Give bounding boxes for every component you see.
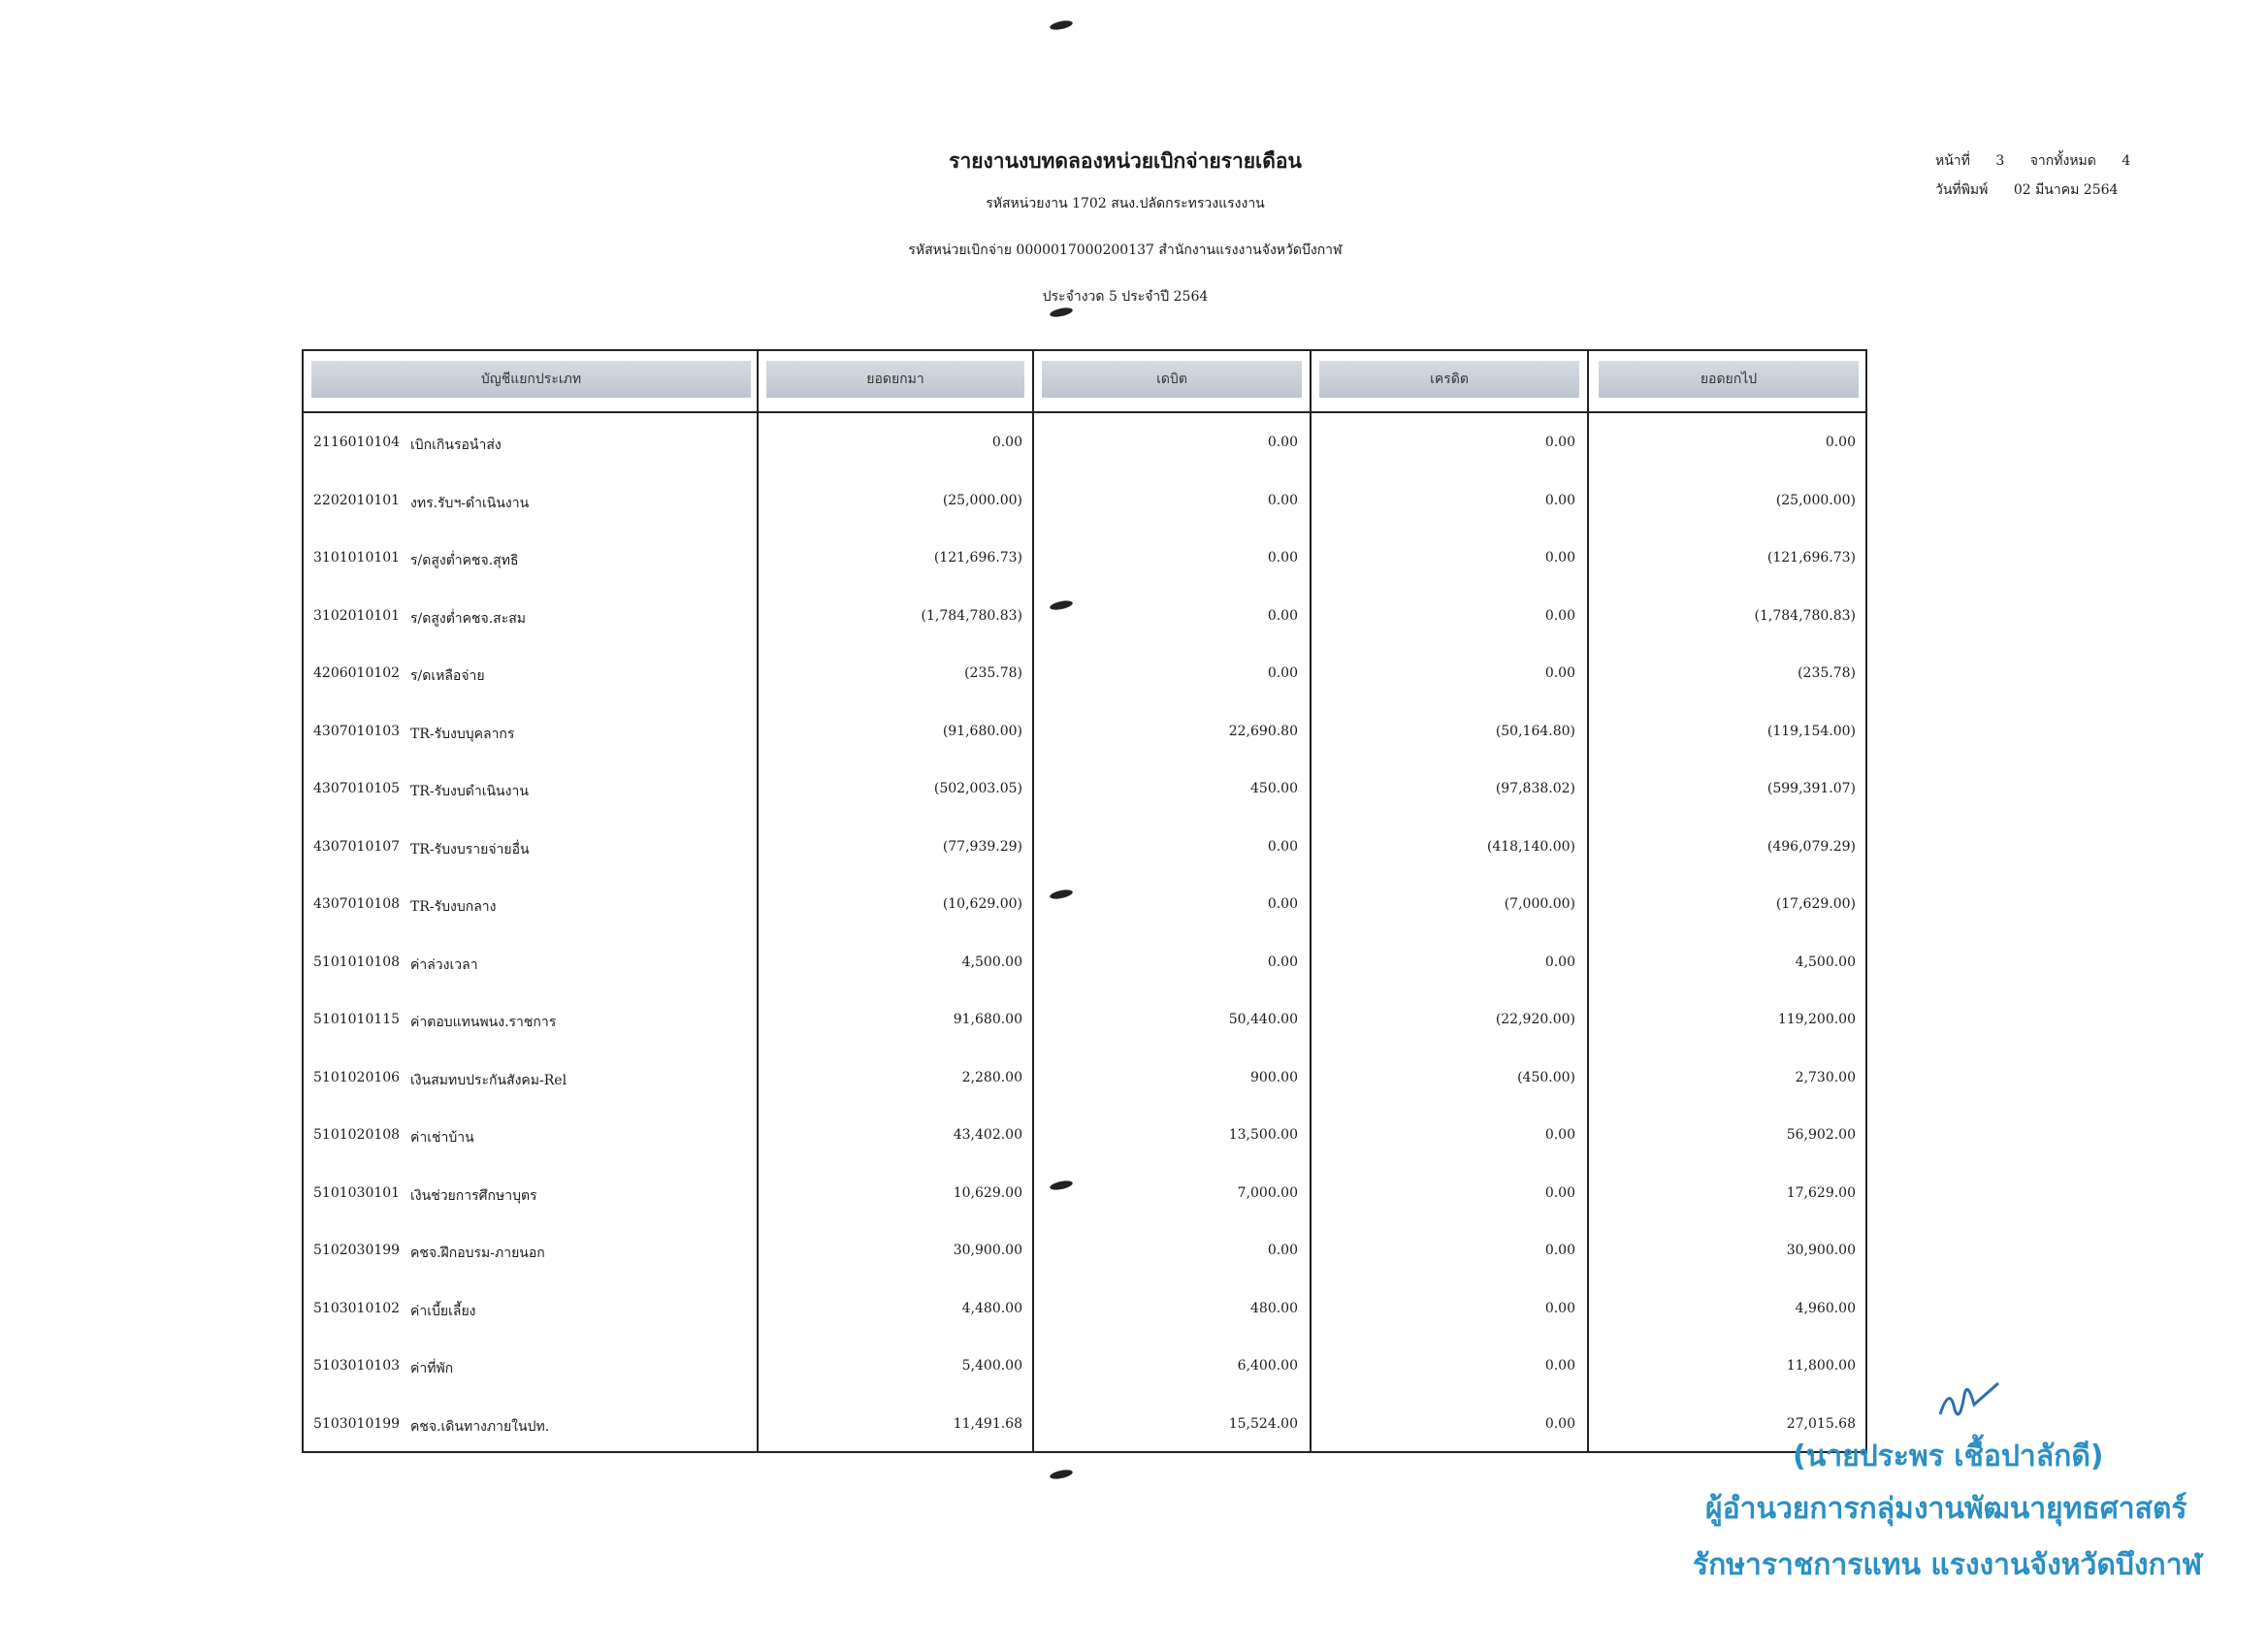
cell-account-code: 5101020106 [313,1069,401,1085]
cell-account-code: 3102010101 [313,607,401,624]
cell-carried-forward: (17,629.00) [1775,896,1856,912]
cell-carried-forward: 4,960.00 [1795,1300,1856,1316]
cell-brought-forward: 4,500.00 [961,954,1022,970]
cell-carried-forward: 119,200.00 [1777,1012,1856,1027]
cell-account-name: งทร.รับฯ-ดำเนินงาน [410,495,530,511]
cell-account-code: 5103010103 [313,1358,401,1374]
cell-credit: 0.00 [1544,1358,1575,1374]
cell-credit: 0.00 [1544,492,1575,508]
cell-carried-forward: 11,800.00 [1786,1358,1856,1374]
cell-debit: 0.00 [1267,607,1298,624]
cell-account-code: 4307010103 [313,723,401,739]
cell-debit: 0.00 [1267,550,1298,566]
table-row [304,1070,1865,1099]
cell-carried-forward: 30,900.00 [1786,1243,1856,1258]
cell-account-name: ค่าล่วงเวลา [410,956,478,973]
cell-carried-forward: 4,500.00 [1795,954,1856,970]
cell-carried-forward: 27,015.68 [1786,1415,1856,1432]
cell-account-code: 4307010108 [313,896,401,912]
scan-mark [1049,1469,1073,1481]
table-row [304,435,1865,464]
cell-debit: 0.00 [1267,665,1298,681]
cell-brought-forward: 10,629.00 [953,1184,1022,1201]
handwritten-signature [1930,1375,2008,1434]
cell-account-name: ค่าที่พัก [410,1361,454,1376]
table-row [304,1012,1865,1041]
cell-carried-forward: (1,784,780.83) [1754,607,1856,624]
page-info [1935,150,2152,172]
cell-brought-forward: (10,629.00) [942,896,1022,912]
column-header-carried-forward: ยอดยกไป [1599,361,1859,398]
cell-credit: (22,920.00) [1495,1012,1575,1027]
cell-account-code: 2116010104 [313,435,401,450]
agency-line: รหัสหน่วยงาน 1702 สนง.ปลัดกระทรวงแรงงาน [986,196,1265,211]
table-row [304,1243,1865,1272]
cell-credit: 0.00 [1544,435,1575,450]
column-header-debit: เดบิต [1042,361,1302,398]
cell-account-name: คชจ.ฝึกอบรม-ภายนอก [410,1245,545,1261]
cell-brought-forward: 30,900.00 [953,1243,1022,1258]
cell-account-code: 4307010107 [313,838,401,855]
cell-brought-forward: 91,680.00 [953,1012,1022,1027]
cell-debit: 0.00 [1267,896,1298,912]
cell-account-code: 4206010102 [313,665,401,681]
signatory-acting: รักษาราชการแทน แรงงานจังหวัดบึงกาฬ [1693,1548,2203,1582]
cell-credit: (418,140.00) [1486,838,1575,855]
cell-debit: 13,500.00 [1228,1127,1298,1143]
cell-credit: (450.00) [1517,1069,1575,1085]
cell-account-code: 5102030199 [313,1243,401,1258]
table-row [304,1127,1865,1156]
cell-account-name: TR-รับงบบุคลากร [410,726,515,742]
cell-account-name: TR-รับงบดำเนินงาน [410,784,529,799]
total-label: จากทั้งหมด [2029,153,2096,169]
report-title: รายงานงบทดลองหน่วยเบิกจ่ายรายเดือน [949,148,1302,173]
cell-debit: 15,524.00 [1228,1415,1298,1432]
cell-debit: 0.00 [1267,435,1298,450]
cell-account-code: 5103010102 [313,1300,401,1316]
table-row [304,1416,1865,1445]
cell-carried-forward: (496,079.29) [1766,838,1856,855]
cell-account-name: ร/ดสูงต่ำคชจ.สุทธิ [410,553,519,568]
print-date-label: วันที่พิมพ์ [1935,182,1989,198]
table-row [304,781,1865,810]
cell-brought-forward: (25,000.00) [942,492,1022,508]
table-row [304,1301,1865,1330]
cell-account-code: 5101030101 [313,1184,401,1201]
cell-account-code: 5101010115 [313,1012,401,1027]
print-date: 02 มีนาคม 2564 [2013,182,2119,198]
scan-mark [1049,19,1073,32]
cell-debit: 7,000.00 [1237,1184,1298,1201]
cell-carried-forward: (235.78) [1798,665,1856,681]
cell-credit: 0.00 [1544,1127,1575,1143]
cell-brought-forward: 11,491.68 [953,1415,1022,1432]
cell-brought-forward: (235.78) [964,665,1022,681]
cell-credit: 0.00 [1544,607,1575,624]
cell-account-code: 2202010101 [313,492,401,508]
cell-account-name: เงินสมทบประกันสังคม-Rel [410,1072,567,1088]
cell-debit: 900.00 [1250,1069,1298,1085]
cell-account-name: ร/ดเหลือจ่าย [410,668,485,684]
cell-account-code: 3101010101 [313,550,401,566]
scan-mark [1049,307,1073,319]
column-header-brought-forward: ยอดยกมา [766,361,1024,398]
cell-account-name: เบิกเกินรอนำส่ง [410,437,502,453]
cell-brought-forward: (91,680.00) [942,723,1022,739]
table-row [304,1185,1865,1214]
cell-account-name: ค่าเบี้ยเลี้ยง [410,1303,476,1319]
cell-credit: 0.00 [1544,550,1575,566]
table-row [304,1358,1865,1387]
cell-carried-forward: 2,730.00 [1795,1069,1856,1085]
cell-debit: 0.00 [1267,1243,1298,1258]
trial-balance-table [302,349,1867,1453]
table-row [304,608,1865,637]
page-number: 3 [1995,153,2005,169]
cell-brought-forward: (1,784,780.83) [921,607,1022,624]
cell-carried-forward: 0.00 [1825,435,1856,450]
cell-account-code: 5101020108 [313,1127,401,1143]
period-line: ประจำงวด 5 ประจำปี 2564 [1042,289,1209,305]
cell-brought-forward: 4,480.00 [961,1300,1022,1316]
table-row [304,493,1865,522]
cell-account-code: 4307010105 [313,781,401,796]
cell-account-name: TR-รับงบกลาง [410,899,497,915]
column-header-account: บัญชีแยกประเภท [311,361,751,398]
cell-debit: 0.00 [1267,492,1298,508]
cell-carried-forward: (119,154.00) [1766,723,1856,739]
cell-account-name: คชจ.เดินทางภายในปท. [410,1418,550,1435]
cell-debit: 480.00 [1250,1300,1298,1316]
cell-credit: 0.00 [1544,1415,1575,1432]
cell-brought-forward: (121,696.73) [933,550,1022,566]
cell-carried-forward: 17,629.00 [1786,1184,1856,1201]
column-header-credit: เครดิต [1319,361,1579,398]
cell-account-name: เงินช่วยการศึกษาบุตร [410,1187,537,1204]
total-pages: 4 [2122,153,2131,169]
cell-account-name: TR-รับงบรายจ่ายอื่น [410,841,530,857]
table-row [304,665,1865,695]
cell-credit: 0.00 [1544,1243,1575,1258]
cell-account-name: ค่าเช่าบ้าน [410,1130,474,1146]
cell-debit: 0.00 [1267,838,1298,855]
cell-brought-forward: (77,939.29) [942,838,1022,855]
signatory-name: (นายประพร เชื้อปาลักดี) [1793,1439,2104,1473]
cell-carried-forward: (599,391.07) [1766,781,1856,796]
cell-brought-forward: 0.00 [991,435,1022,450]
cell-credit: 0.00 [1544,665,1575,681]
table-row [304,724,1865,753]
cell-brought-forward: 2,280.00 [961,1069,1022,1085]
cell-carried-forward: (121,696.73) [1766,550,1856,566]
cell-carried-forward: (25,000.00) [1775,492,1856,508]
cell-account-name: ค่าตอบแทนพนง.ราชการ [410,1015,557,1030]
cell-debit: 450.00 [1250,781,1298,796]
cell-brought-forward: (502,003.05) [933,781,1022,796]
cell-debit: 50,440.00 [1228,1012,1298,1027]
table-row [304,954,1865,984]
signatory-position: ผู้อำนวยการกลุ่มงานพัฒนายุทธศาสตร์ [1705,1492,2187,1526]
cell-brought-forward: 5,400.00 [961,1358,1022,1374]
disbursing-unit-line: รหัสหน่วยเบิกจ่าย 0000017000200137 สำนักงานแรงงานจังหวัดบึงกาฬ [908,242,1343,258]
cell-debit: 6,400.00 [1237,1358,1298,1374]
cell-brought-forward: 43,402.00 [953,1127,1022,1143]
page-label: หน้าที่ [1935,153,1970,169]
cell-credit: 0.00 [1544,954,1575,970]
cell-credit: (50,164.80) [1495,723,1575,739]
cell-credit: 0.00 [1544,1300,1575,1316]
cell-debit: 22,690.80 [1228,723,1298,739]
cell-account-name: ร/ดสูงต่ำคชจ.สะสม [410,610,527,627]
table-row [304,839,1865,868]
cell-credit: 0.00 [1544,1184,1575,1201]
header-divider [304,411,1865,413]
table-row [304,550,1865,579]
cell-account-code: 5103010199 [313,1415,401,1432]
cell-account-code: 5101010108 [313,954,401,970]
cell-credit: (97,838.02) [1495,781,1575,796]
print-date-info [1935,179,2139,201]
cell-debit: 0.00 [1267,954,1298,970]
table-row [304,896,1865,925]
cell-credit: (7,000.00) [1504,896,1575,912]
cell-carried-forward: 56,902.00 [1786,1127,1856,1143]
